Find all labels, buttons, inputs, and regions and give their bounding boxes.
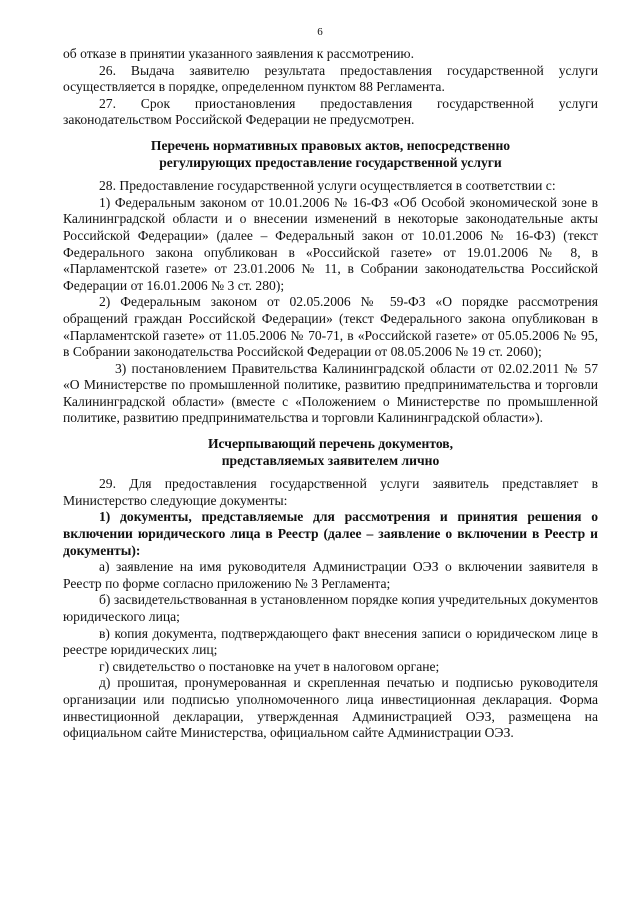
section-heading-legal-acts-line2: регулирующих предоставление государственной услуги	[159, 154, 502, 170]
paragraph-28-item-1: 1) Федеральным законом от 10.01.2006 № 16-ФЗ «Об Особой экономической зоне в Калининградской области и о внесении изменений в некоторые законодательные акты Российской Федерации» (далее – Федеральный закон от 10.01.2006 № 16-ФЗ) (текст Федерального закона опубликован в «Российской газете» от 19.01.2006 № 8, в «Парламентской газете» от 23.01.2006 № 11, в Собрании законодательства Российской Федерации от 16.01.2006 № 3 ст. 280);	[63, 194, 598, 293]
paragraph-29-item-a: а) заявление на имя руководителя Администрации ОЭЗ о включении заявителя в Реестр по форме согласно приложению № 3 Регламента;	[63, 559, 598, 591]
paragraph-29: 29. Для предоставления государственной услуги заявитель представляет в Министерство следующие документы:	[63, 476, 598, 508]
paragraph-29-item-v: в) копия документа, подтверждающего факт внесения записи о юридическом лице в реестре юридических лиц;	[63, 625, 598, 658]
paragraph-28: 28. Предоставление государственной услуги осуществляется в соответствии с:	[99, 178, 556, 194]
section-heading-documents-line1: Исчерпывающий перечень документов,	[207, 436, 454, 452]
paragraph-26: 26. Выдача заявителю результата предоставления государственной услуги осуществляется в порядке, определенном пунктом 88 Регламента.	[63, 62, 598, 95]
paragraph-29-item-1: 1) документы, представляемые для рассмотрения и принятия решения о включении юридического лица в Реестр (далее – заявление о включении в Реестр и документы):	[63, 509, 598, 558]
page-number: 6	[317, 26, 323, 38]
paragraph-intro: об отказе в принятии указанного заявления к рассмотрению.	[63, 46, 414, 61]
paragraph-29-item-g: г) свидетельство о постановке на учет в налоговом органе;	[99, 658, 440, 674]
section-heading-documents-line2: представляемых заявителем лично	[221, 452, 440, 468]
paragraph-28-item-2: 2) Федеральным законом от 02.05.2006 № 59-ФЗ «О порядке рассмотрения обращений граждан Российской Федерации» (текст Федерального закона опубликован в «Парламентской газете» от 11.05.2006 № 70-71, в «Российской газете» от 05.05.2006 № 95, в Собрании законодательства Российской Федерации от 08.05.2006 № 19 ст. 2060);	[63, 294, 598, 360]
paragraph-29-item-b: б) засвидетельствованная в установленном порядке копия учредительных документов юридического лица;	[63, 592, 598, 624]
section-heading-legal-acts-line1: Перечень нормативных правовых актов, непосредственно	[150, 137, 511, 153]
paragraph-27: 27. Срок приостановления предоставления государственной услуги законодательством Российской Федерации не предусмотрен.	[63, 95, 598, 128]
paragraph-28-item-3: 3) постановлением Правительства Калининградской области от 02.02.2011 № 57 «О Министерстве по промышленной политике, развитию предпринимательства и торговли Калининградской области» (вместе с «Положением о Министерстве по промышленной политике, развитию предпринимательства и торговли Калининградской области»).	[63, 360, 598, 426]
page-content	[63, 46, 598, 742]
paragraph-29-item-d: д) прошитая, пронумерованная и скрепленная печатью и подписью руководителя организации или подписью уполномоченного лица инвестиционная декларация. Форма инвестиционной декларации, утвержденная Администрацией ОЭЗ, размещена на официальном сайте Министерства, официальном сайте Администрации ОЭЗ.	[63, 675, 598, 741]
